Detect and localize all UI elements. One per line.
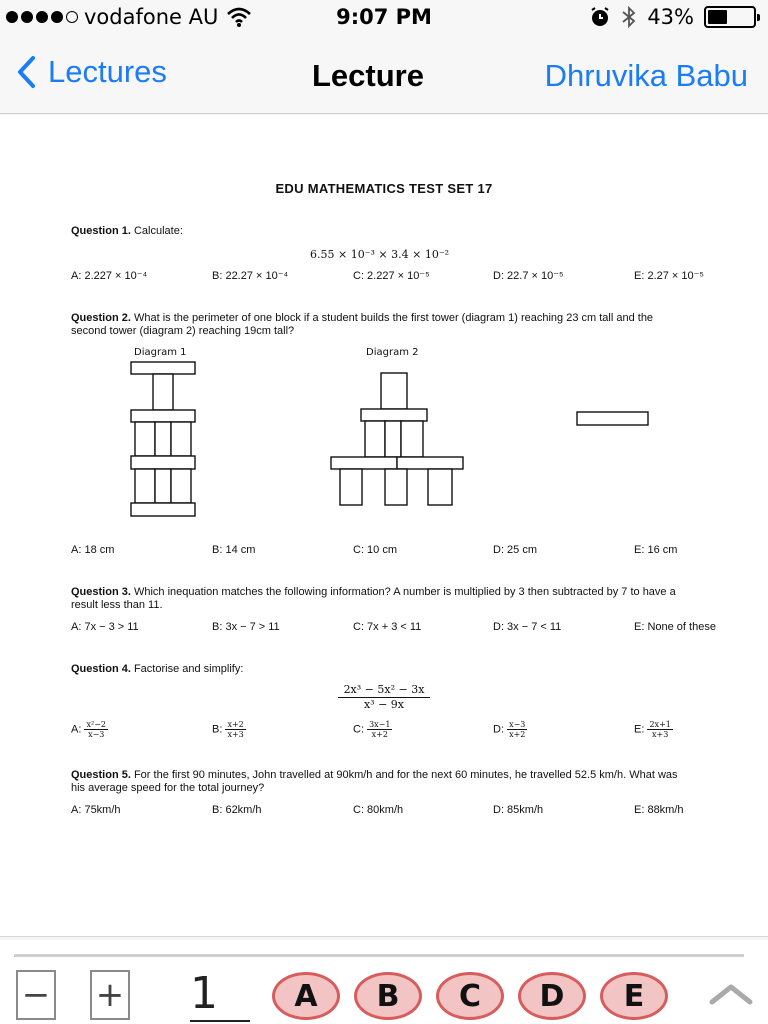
question-4-label: Question 4. xyxy=(71,663,131,675)
battery-level xyxy=(708,10,727,24)
q4-option-d: D: $\frac{x-3}{x+2}$ xyxy=(493,720,526,739)
navigation-bar xyxy=(0,36,768,114)
single-block-diagram xyxy=(577,412,648,425)
user-name-link[interactable]: Dhruvika Babu xyxy=(544,58,748,93)
status-bar xyxy=(0,0,768,36)
q1-option-e: E: 2.27 × 10⁻⁵ xyxy=(634,270,704,282)
q2-option-e: E: 16 cm xyxy=(634,544,678,556)
diagram-2-tower xyxy=(331,373,463,505)
q3-option-a: A: 7x − 3 > 11 xyxy=(71,621,139,633)
bluetooth-icon xyxy=(621,6,637,28)
question-5 xyxy=(71,769,681,795)
previous-page-button[interactable] xyxy=(16,970,56,1020)
answer-c-button[interactable]: C xyxy=(436,972,504,1020)
q3-option-b: B: 3x − 7 > 11 xyxy=(212,621,280,633)
question-2-text: What is the perimeter of one block if a student builds the first tower (diagram 1) reaching 23 cm tall and the second tower (diagram 2) reaching 19cm tall? xyxy=(71,312,654,337)
q5-option-b: B: 62km/h xyxy=(212,804,262,816)
q3-option-c: C: 7x + 3 < 11 xyxy=(353,621,422,633)
answer-e-button[interactable]: E xyxy=(600,972,668,1020)
diagram-1-label: Diagram 1 xyxy=(134,347,187,358)
q2-option-c: C: 10 cm xyxy=(353,544,398,556)
q4-numerator: 2x³ − 5x² − 3x xyxy=(338,683,431,698)
question-1-expression: 6.55 × 10⁻³ × 3.4 × 10⁻² xyxy=(310,248,450,261)
q1-option-d: D: 22.7 × 10⁻⁵ xyxy=(493,270,564,282)
back-button-label: Lectures xyxy=(48,54,167,89)
q1-option-c: C: 2.227 × 10⁻⁵ xyxy=(353,270,430,282)
q5-option-e: E: 88km/h xyxy=(634,804,684,816)
answer-b-button[interactable]: B xyxy=(354,972,422,1020)
question-4 xyxy=(71,663,711,676)
answer-toolbar xyxy=(0,940,768,1024)
alarm-icon xyxy=(589,6,611,28)
question-1-text: Calculate: xyxy=(130,225,183,237)
question-5-label: Question 5. xyxy=(71,769,131,781)
status-time: 9:07 PM xyxy=(336,5,432,29)
q5-option-c: C: 80km/h xyxy=(353,804,404,816)
status-right xyxy=(589,5,756,29)
q1-option-a: A: 2.227 × 10⁻⁴ xyxy=(71,270,148,282)
question-3-label: Question 3. xyxy=(71,586,131,598)
toolbar-divider xyxy=(14,954,744,957)
carrier-label: vodafone AU xyxy=(84,5,219,29)
plus-icon: + xyxy=(95,975,125,1015)
answer-a-button[interactable]: A xyxy=(272,972,340,1020)
next-page-button[interactable] xyxy=(90,970,130,1020)
page-title: Lecture xyxy=(312,58,424,93)
q4-denominator: x³ − 9x xyxy=(363,698,404,711)
question-3 xyxy=(71,586,701,612)
page-number-underline xyxy=(190,1020,250,1022)
document-title: EDU MATHEMATICS TEST SET 17 xyxy=(275,181,493,196)
status-left xyxy=(6,5,252,29)
q1-option-b: B: 22.27 × 10⁻⁴ xyxy=(212,270,289,282)
q2-option-a: A: 18 cm xyxy=(71,544,115,556)
battery-icon xyxy=(704,6,756,28)
question-2-label: Question 2. xyxy=(71,312,131,324)
tower-diagrams xyxy=(0,115,768,535)
diagram-2-label: Diagram 2 xyxy=(366,347,419,358)
battery-percent: 43% xyxy=(647,5,694,29)
q5-option-d: D: 85km/h xyxy=(493,804,544,816)
q2-option-d: D: 25 cm xyxy=(493,544,538,556)
q3-option-e: E: None of these xyxy=(634,621,716,633)
minus-icon: − xyxy=(21,975,51,1015)
page-number-input[interactable]: 1 xyxy=(190,968,218,1019)
question-1-label: Question 1. xyxy=(71,225,131,237)
chevron-left-icon xyxy=(16,55,36,89)
question-5-text: For the first 90 minutes, John travelled at 90km/h and for the next 60 minutes, he travelled 52.5 km/h. What was his average speed for the total journey? xyxy=(71,769,678,794)
q4-option-b: B: $\frac{x+2}{x+3}$ xyxy=(212,720,244,739)
question-4-expression xyxy=(0,683,768,712)
chevron-up-icon[interactable] xyxy=(708,982,754,1006)
back-button[interactable] xyxy=(16,54,167,90)
q5-option-a: A: 75km/h xyxy=(71,804,121,816)
q4-option-c: C: $\frac{3x-1}{x+2}$ xyxy=(353,720,391,739)
q4-option-e: E: $\frac{2x+1}{x+3}$ xyxy=(634,720,671,739)
q4-option-a: A: $\frac{\text{x²−2}}{x-3}$ xyxy=(71,720,106,739)
question-4-text: Factorise and simplify: xyxy=(130,663,244,675)
q3-option-d: D: 3x − 7 < 11 xyxy=(493,621,562,633)
answer-d-button[interactable]: D xyxy=(518,972,586,1020)
lecture-document xyxy=(0,115,768,937)
wifi-icon xyxy=(226,7,252,27)
q2-option-b: B: 14 cm xyxy=(212,544,256,556)
question-3-text: Which inequation matches the following information? A number is multiplied by 3 then subtracted by 7 to have a result less than 11. xyxy=(71,586,676,611)
diagram-1-tower xyxy=(131,362,195,516)
signal-strength-icon xyxy=(6,11,78,23)
